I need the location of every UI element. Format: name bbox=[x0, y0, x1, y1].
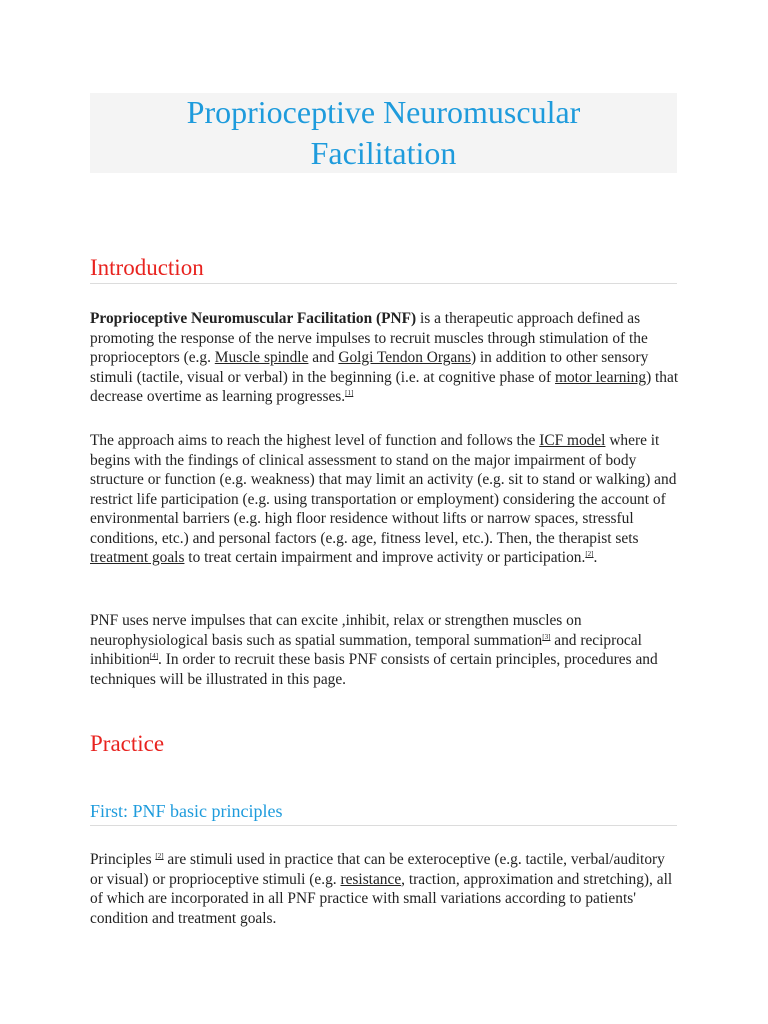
resistance-link[interactable]: resistance bbox=[340, 870, 402, 888]
intro-paragraph-2 bbox=[90, 431, 680, 568]
text-span: . bbox=[593, 549, 598, 566]
text-span: to treat certain impairment and improve activity or participation. bbox=[184, 549, 586, 566]
practice-heading: Practice bbox=[90, 731, 165, 756]
text-span: are stimuli used in practice that can be exteroceptive (e.g. tactile, verbal/auditory or visual) or proprioceptive stimuli (e.g. bbox=[90, 851, 665, 888]
reference-2[interactable]: [2] bbox=[585, 550, 594, 558]
text-span: is a therapeutic approach defined as promoting the response of the nerve impulses to recruit muscles through stimulation of the proprioceptors (e.g. bbox=[90, 310, 648, 366]
text-span: PNF uses nerve impulses that can excite ,inhibit, relax or strengthen muscles on neurophysiological basis such as spatial summation, temporal summation bbox=[90, 612, 582, 649]
treatment-goals-link[interactable]: treatment goals bbox=[90, 549, 185, 566]
text-span: where it begins with the findings of clinical assessment to stand on the major impairment of body structure or function (e.g. weakness) that may limit an activity (e.g. sit to stand or walking) and restrict life participation (e.g. using transportation or employment) considering the account of environmental barriers (e.g. high floor residence without lifts or narrow spaces, stressful conditions, etc.) and personal factors (e.g. age, fitness level, etc.). Then, the therapist sets bbox=[90, 432, 677, 547]
text-span: and reciprocal inhibition bbox=[90, 631, 642, 668]
intro-paragraph-1 bbox=[90, 309, 680, 407]
reference-2b[interactable]: [2] bbox=[155, 852, 164, 860]
pnf-bold-term: Proprioceptive Neuromuscular Facilitation (PNF) bbox=[90, 310, 417, 327]
golgi-tendon-organs-link[interactable]: Golgi Tendon Organs bbox=[338, 349, 471, 366]
text-span: and bbox=[308, 349, 339, 366]
muscle-spindle-link[interactable]: Muscle spindle bbox=[214, 349, 309, 366]
text-span: , traction, approximation and stretching), all of which are incorporated in all PNF practice with small variations according to patients' condition and treatment goals. bbox=[90, 870, 673, 927]
reference-4[interactable]: [4] bbox=[149, 652, 159, 660]
introduction-heading: Introduction bbox=[90, 255, 677, 284]
text-span: The approach aims to reach the highest level of function and follows the bbox=[90, 432, 540, 449]
text-span: ) that decrease overtime as learning progresses. bbox=[90, 368, 679, 405]
text-span: . In order to recruit these basis PNF consists of certain principles, procedures and techniques will be illustrated in this page. bbox=[90, 651, 658, 688]
icf-model-link[interactable]: ICF model bbox=[539, 432, 606, 449]
motor-learning-link[interactable]: motor learning bbox=[555, 368, 647, 386]
reference-1[interactable]: [1] bbox=[345, 389, 354, 397]
reference-3[interactable]: [3] bbox=[542, 632, 551, 641]
page-title: Proprioceptive Neuromuscular Facilitation bbox=[186, 94, 581, 171]
basic-principles-subheading: First: PNF basic principles bbox=[90, 801, 677, 826]
title-box bbox=[90, 93, 677, 173]
text-span: ) in addition to other sensory stimuli (tactile, visual or verbal) in the beginning (i.e. at cognitive phase of bbox=[90, 349, 649, 386]
text-span: Principles bbox=[90, 851, 156, 868]
intro-paragraph-3 bbox=[90, 611, 680, 689]
practice-paragraph-1 bbox=[90, 850, 680, 928]
